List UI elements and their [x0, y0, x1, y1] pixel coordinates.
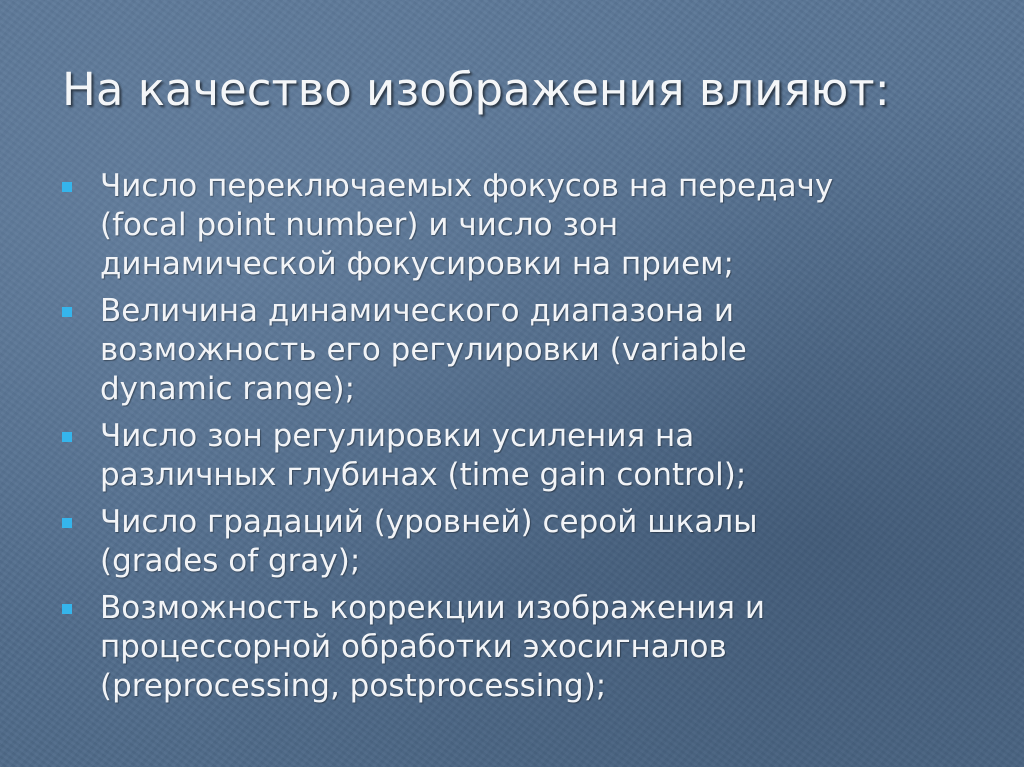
- bullet-line: различных глубинах (time gain control);: [100, 457, 747, 493]
- square-bullet-icon: [62, 182, 72, 192]
- bullet-list: [62, 167, 962, 714]
- bullet-line: (preprocessing, postprocessing);: [100, 668, 607, 704]
- bullet-line: (grades of gray);: [100, 543, 361, 579]
- bullet-line: Число зон регулировки усиления на: [100, 418, 695, 454]
- bullet-item: [62, 503, 962, 581]
- square-bullet-icon: [62, 518, 72, 528]
- bullet-text: [100, 589, 962, 706]
- bullet-line: dynamic range);: [100, 371, 356, 407]
- bullet-line: Число переключаемых фокусов на передачу: [100, 168, 834, 204]
- bullet-item: [62, 292, 962, 409]
- bullet-line: процессорной обработки эхосигналов: [100, 629, 727, 665]
- square-bullet-icon: [62, 604, 72, 614]
- bullet-text: [100, 417, 962, 495]
- bullet-line: (focal point number) и число зон: [100, 207, 619, 243]
- bullet-line: Величина динамического диапазона и: [100, 293, 735, 329]
- slide-title: На качество изображения влияют:: [62, 63, 890, 116]
- square-bullet-icon: [62, 432, 72, 442]
- bullet-text: [100, 167, 962, 284]
- bullet-line: динамической фокусировки на прием;: [100, 246, 734, 282]
- square-bullet-icon: [62, 307, 72, 317]
- bullet-item: [62, 417, 962, 495]
- bullet-line: Число градаций (уровней) серой шкалы: [100, 504, 758, 540]
- bullet-line: Возможность коррекции изображения и: [100, 590, 766, 626]
- bullet-text: [100, 503, 962, 581]
- bullet-item: [62, 589, 962, 706]
- bullet-item: [62, 167, 962, 284]
- bullet-line: возможность его регулировки (variable: [100, 332, 747, 368]
- bullet-text: [100, 292, 962, 409]
